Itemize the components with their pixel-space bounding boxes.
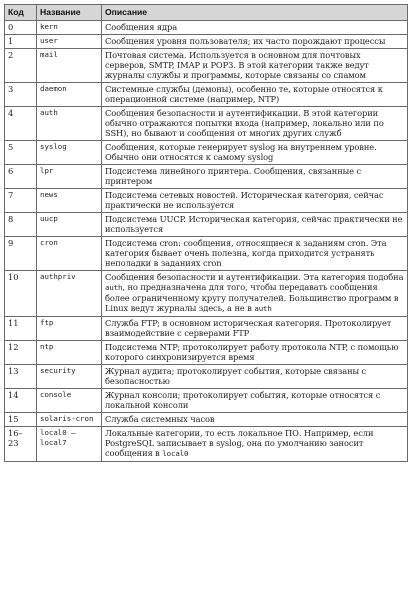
table-row bbox=[5, 107, 408, 141]
cell-code: 1 bbox=[5, 35, 37, 49]
cell-description bbox=[102, 427, 408, 462]
cell-description: Сообщения, которые генерирует syslog на внутреннем уровне. Обычно они относятся к самому syslog bbox=[102, 141, 408, 165]
cell-code: 3 bbox=[5, 83, 37, 107]
cell-name: local0 — local7 bbox=[37, 427, 102, 462]
cell-description: Сообщения ядра bbox=[102, 21, 408, 35]
cell-description: Журнал консоли; протоколирует события, которые относятся с локальной консоли bbox=[102, 389, 408, 413]
table-header bbox=[5, 5, 408, 21]
cell-description: Сообщения безопасности и аутентификации. В этой категории обычно отражаются попытки входа (например, локально или по SSH), но бывают и сообщения от многих других служб bbox=[102, 107, 408, 141]
header-code: Код bbox=[5, 5, 37, 21]
cell-name: lpr bbox=[37, 165, 102, 189]
cell-description bbox=[102, 271, 408, 317]
inline-code: local0 bbox=[162, 449, 189, 458]
cell-code: 15 bbox=[5, 413, 37, 427]
cell-name: solaris-cron bbox=[37, 413, 102, 427]
cell-description: Служба FTP; в основном историческая категория. Протоколирует взаимодействие с серверами FTP bbox=[102, 317, 408, 341]
cell-code: 4 bbox=[5, 107, 37, 141]
cell-name: cron bbox=[37, 237, 102, 271]
cell-name: daemon bbox=[37, 83, 102, 107]
cell-name: news bbox=[37, 189, 102, 213]
table-row bbox=[5, 237, 408, 271]
cell-description: Подсистема сетевых новостей. Историческая категория, сейчас практически не используется bbox=[102, 189, 408, 213]
inline-code: auth bbox=[105, 283, 123, 292]
table-row bbox=[5, 341, 408, 365]
cell-code: 12 bbox=[5, 341, 37, 365]
cell-code: 10 bbox=[5, 271, 37, 317]
syslog-facility-table bbox=[4, 4, 408, 462]
description-text: , но предназначена для того, чтобы передавать сообщения более ограниченному кругу получателей. Большинство программ в Linux ведут журналы здесь, а не в bbox=[105, 282, 399, 313]
cell-description: Журнал аудита; протоколирует события, которые связаны с безопасностью bbox=[102, 365, 408, 389]
table-row bbox=[5, 49, 408, 83]
cell-name: uucp bbox=[37, 213, 102, 237]
cell-code: 2 bbox=[5, 49, 37, 83]
cell-name: ntp bbox=[37, 341, 102, 365]
cell-code: 0 bbox=[5, 21, 37, 35]
cell-code: 9 bbox=[5, 237, 37, 271]
description-text: Сообщения безопасности и аутентификации. Эта категория подобна bbox=[105, 272, 404, 282]
cell-name: syslog bbox=[37, 141, 102, 165]
cell-name: user bbox=[37, 35, 102, 49]
cell-description: Сообщения уровня пользователя; их часто порождают процессы bbox=[102, 35, 408, 49]
table-row bbox=[5, 365, 408, 389]
table-row bbox=[5, 165, 408, 189]
table-row bbox=[5, 189, 408, 213]
table-row bbox=[5, 21, 408, 35]
cell-description: Подсистема линейного принтера. Сообщения, связанные с принтером bbox=[102, 165, 408, 189]
inline-code: auth bbox=[254, 304, 272, 313]
cell-description: Почтовая система. Используется в основном для почтовых серверов, SMTP, IMAP и POP3. В этой категории также ведут журналы службы и программы, которые связаны со спамом bbox=[102, 49, 408, 83]
cell-name: security bbox=[37, 365, 102, 389]
cell-name: authpriv bbox=[37, 271, 102, 317]
cell-description: Служба системных часов bbox=[102, 413, 408, 427]
cell-name: kern bbox=[37, 21, 102, 35]
table-row bbox=[5, 35, 408, 49]
cell-code: 11 bbox=[5, 317, 37, 341]
table-row bbox=[5, 427, 408, 462]
table-row bbox=[5, 389, 408, 413]
cell-description: Подсистема cron: сообщения, относящиеся к заданиям cron. Эта категория бывает очень полезна, когда приходится устранять неполадки в заданиях cron bbox=[102, 237, 408, 271]
cell-name: auth bbox=[37, 107, 102, 141]
table-row bbox=[5, 141, 408, 165]
cell-code: 8 bbox=[5, 213, 37, 237]
header-row bbox=[5, 5, 408, 21]
cell-code: 7 bbox=[5, 189, 37, 213]
cell-description: Подсистема UUCP. Историческая категория, сейчас практически не используется bbox=[102, 213, 408, 237]
table-body bbox=[5, 21, 408, 462]
cell-description: Подсистема NTP; протоколирует работу протокола NTP, с помощью которого синхронизируется время bbox=[102, 341, 408, 365]
table-row bbox=[5, 271, 408, 317]
table-row bbox=[5, 317, 408, 341]
cell-code: 16–23 bbox=[5, 427, 37, 462]
cell-code: 14 bbox=[5, 389, 37, 413]
cell-code: 13 bbox=[5, 365, 37, 389]
cell-name: ftp bbox=[37, 317, 102, 341]
cell-name: console bbox=[37, 389, 102, 413]
cell-code: 6 bbox=[5, 165, 37, 189]
cell-name: mail bbox=[37, 49, 102, 83]
header-description: Описание bbox=[102, 5, 408, 21]
cell-description: Системные службы (демоны), особенно те, которые относятся к операционной системе (например, NTP) bbox=[102, 83, 408, 107]
table-row bbox=[5, 83, 408, 107]
header-name: Название bbox=[37, 5, 102, 21]
table-row bbox=[5, 413, 408, 427]
cell-code: 5 bbox=[5, 141, 37, 165]
description-text: Локальные категории, то есть локальное ПО. Например, если PostgreSQL записывает в syslog, она по умолчанию заносит сообщения в bbox=[105, 428, 374, 458]
table-row bbox=[5, 213, 408, 237]
